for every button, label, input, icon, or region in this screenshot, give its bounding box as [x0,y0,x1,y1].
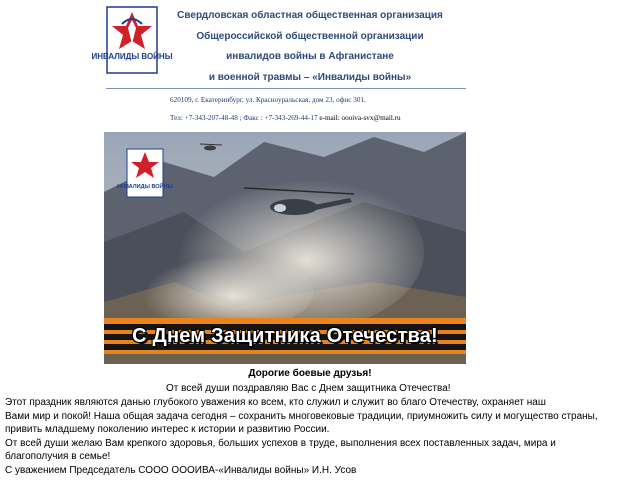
holiday-banner [104,132,466,364]
logo-text-line1: ИНВАЛИДЫ ВОЙНЫ [91,52,173,61]
banner-caption: С Днем Защитника Отечества! [132,325,438,347]
letter-line-2: Этот праздник являются данью глубокого уважения ко всем, кто служил и служит во благо Отечеству, охраняет наш [5,397,546,408]
phone-fax: Тел: +7-343-207-48-48 ; Факс : +7-343-269-44-17 [170,114,318,122]
title-line-3: инвалидов войны в Афганистане [226,51,394,62]
organization-logo [91,6,173,74]
organization-title [160,6,460,88]
title-line-1: Свердловская областная общественная организация [177,10,443,21]
letter-signature: С уважением Председатель СООО ОООИВА-«Инвалиды войны» И.Н. Усов [5,465,357,476]
title-line-2: Общероссийской общественной организации [196,30,424,42]
banner-logo-text: ИНВАЛИДЫ ВОЙНЫ [117,184,173,190]
letter-line-1: От всей души поздравляю Вас с Днем защитника Отечества! [166,383,451,394]
banner-logo [117,148,173,198]
letter-line-5: От всей души желаю Вам крепкого здоровья, больших успехов в труде, выполнения всех поставленных задач, мира и [5,438,556,449]
title-line-4: и военной травмы – «Инвалиды войны» [208,71,412,83]
letter-line-4: привить младшему поколению интерес к истории и развитию России. [5,424,330,435]
header-divider [106,88,466,89]
letter-line-3: Вами мир и покой! Наша общая задача сегодня – сохранить многовековые традиции, приумножить силу и могущество страны, [5,411,598,422]
contacts [170,114,401,122]
letter-greeting: Дорогие боевые друзья! [248,368,372,379]
letter-line-6: благополучия в семье! [5,451,111,462]
email-link[interactable]: e-mail: oooiva-svx@mail.ru [319,114,401,122]
address: 620109, г. Екатеринбург, ул. Красноуральская, дом 23, офис 301. [170,96,366,104]
